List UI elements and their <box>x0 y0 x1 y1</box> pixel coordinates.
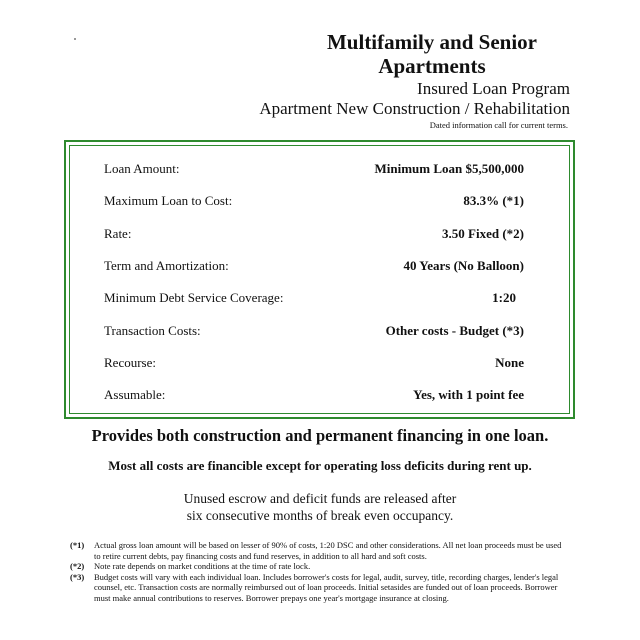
term-row-transaction-costs <box>104 322 524 340</box>
term-row-assumable <box>104 386 524 404</box>
term-value: 40 Years (No Balloon) <box>403 258 524 273</box>
term-row-recourse <box>104 354 524 372</box>
term-label: Loan Amount: <box>104 161 180 176</box>
escrow-line-1: Unused escrow and deficit funds are released after <box>183 491 457 506</box>
term-label: Assumable: <box>104 387 166 402</box>
speck <box>74 38 76 40</box>
title-line-2: Apartments <box>378 54 486 78</box>
title-line-1: Multifamily and Senior <box>326 30 537 54</box>
term-label: Transaction Costs: <box>104 323 201 338</box>
term-label: Maximum Loan to Cost: <box>104 193 233 208</box>
footnote-text: Budget costs will vary with each individual loan. Includes borrower's costs for legal, audit, survey, title, recording charges, lender's legal counsel, etc. Transaction costs are normally reimbursed out of loan proceeds. Initial setasides are funded out of loan proceeds. Borrower must make annual contributions to reserves. Borrower prepays one year's mortgage insurance at closing. <box>94 571 559 603</box>
term-value: Other costs - Budget (*3) <box>385 323 524 338</box>
term-value: Yes, with 1 point fee <box>413 387 524 402</box>
term-row-rate <box>104 225 524 243</box>
term-row-loan-amount <box>104 160 524 178</box>
term-value: 3.50 Fixed (*2) <box>442 226 524 241</box>
footnote-tag: (*3) <box>70 571 85 582</box>
term-value: 83.3% (*1) <box>463 193 524 208</box>
subhead: Most all costs are financible except for operating loss deficits during rent up. <box>108 458 532 473</box>
footnotes <box>70 540 570 603</box>
terms-box-inner-border <box>69 145 570 414</box>
dated-note: Dated information call for current terms. <box>429 120 568 130</box>
footnote-text: Note rate depends on market conditions at the time of rate lock. <box>94 561 311 571</box>
term-row-max-loan-to-cost <box>104 192 524 210</box>
term-row-term-amortization <box>104 257 524 275</box>
term-label: Recourse: <box>104 355 156 370</box>
footnote-text: Actual gross loan amount will be based on lesser of 90% of costs, 1:20 DSC and other considerations. All net loan proceeds must be used to retire current debts, pay financing costs and fund reserves, in addition to all hard and soft costs. <box>94 540 562 561</box>
footnote-2 <box>70 561 570 572</box>
term-label: Minimum Debt Service Coverage: <box>104 290 284 305</box>
term-row-debt-service-coverage <box>104 289 524 307</box>
term-label: Term and Amortization: <box>104 258 229 273</box>
headline: Provides both construction and permanent financing in one loan. <box>91 426 549 445</box>
escrow-line-2: six consecutive months of break even occupancy. <box>186 508 454 523</box>
term-value: Minimum Loan $5,500,000 <box>374 161 524 176</box>
footnote-1 <box>70 540 570 561</box>
term-value: 1:20 <box>492 290 516 305</box>
footnote-tag: (*2) <box>70 561 85 571</box>
escrow-note <box>120 490 520 524</box>
term-value: None <box>495 355 524 370</box>
program-type: Apartment New Construction / Rehabilitation <box>259 99 570 118</box>
footnote-3 <box>70 572 570 604</box>
footnote-tag: (*1) <box>70 540 85 550</box>
term-label: Rate: <box>104 226 132 241</box>
program-name: Insured Loan Program <box>417 79 570 98</box>
